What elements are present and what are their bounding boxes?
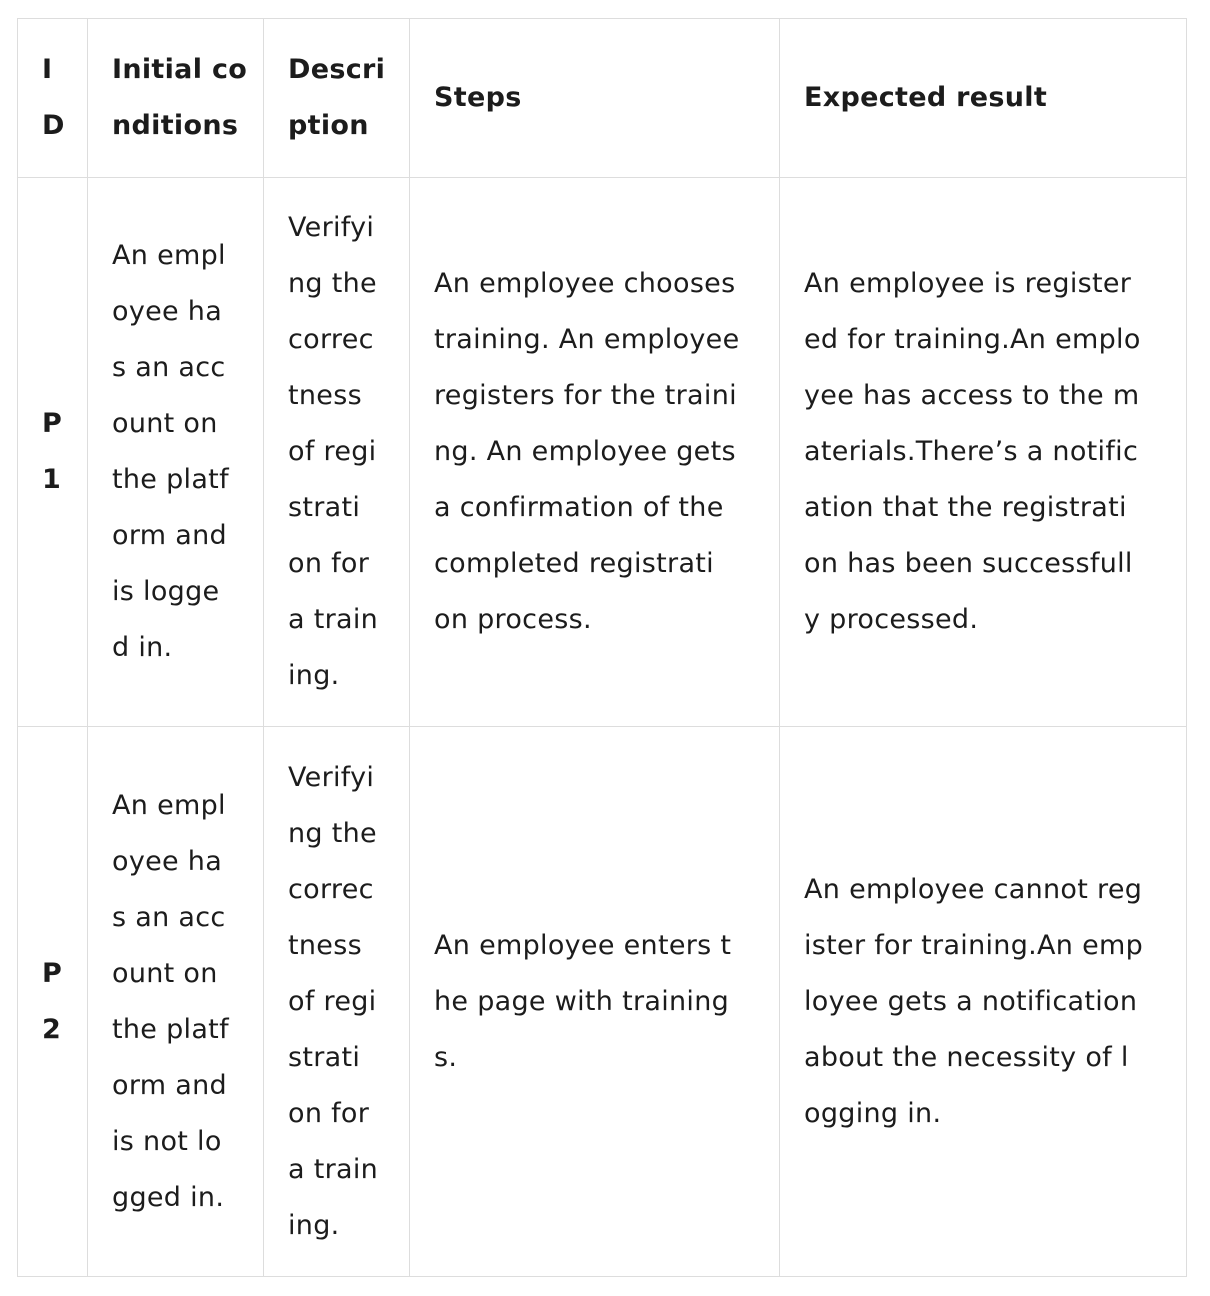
text-line: orm and	[112, 1069, 227, 1101]
text-line: Descri	[288, 54, 386, 85]
cell-steps	[410, 178, 780, 727]
text-line: ount on	[112, 408, 218, 439]
cell-id	[18, 727, 88, 1277]
text-line: ogging in.	[804, 1097, 942, 1129]
text-line: Verifyi	[288, 212, 375, 243]
cell-initial-conditions	[88, 727, 264, 1277]
text-line: the platf	[112, 464, 229, 495]
text-line: of regi	[288, 985, 377, 1017]
text-line: An empl	[112, 240, 226, 271]
text-line: is not lo	[112, 1125, 222, 1157]
text-line: ing.	[288, 660, 340, 691]
text-line: on has been successfull	[804, 548, 1133, 579]
text-line: the platf	[112, 1013, 229, 1045]
cell-expected-result	[780, 727, 1187, 1277]
text-line: oyee ha	[112, 845, 223, 877]
text-line: on for	[288, 1097, 370, 1129]
text-line: on for	[288, 548, 370, 579]
text-line: An employee chooses	[434, 268, 736, 299]
text-line: d in.	[112, 632, 173, 663]
text-line: Initial co	[112, 54, 248, 85]
text-line: ption	[288, 110, 369, 141]
cell-initial-conditions	[88, 178, 264, 727]
text-line: correc	[288, 324, 374, 355]
text-line: ed for training.An emplo	[804, 324, 1141, 355]
header-steps	[410, 19, 780, 178]
text-line: on process.	[434, 604, 592, 635]
text-line: loyee gets a notification	[804, 985, 1138, 1017]
text-line: Expected result	[804, 82, 1048, 113]
text-line: 2	[42, 1013, 62, 1045]
text-line: P	[42, 408, 63, 439]
text-line: he page with training	[434, 985, 730, 1017]
text-line: strati	[288, 492, 361, 523]
text-line: strati	[288, 1041, 361, 1073]
text-line: ation that the registrati	[804, 492, 1127, 523]
text-line: tness	[288, 380, 362, 411]
text-line: ister for training.An emp	[804, 929, 1144, 961]
text-line: correc	[288, 873, 374, 905]
header-id	[18, 19, 88, 178]
text-line: s an acc	[112, 901, 226, 933]
text-line: yee has access to the m	[804, 380, 1140, 411]
text-line: s.	[434, 1041, 458, 1073]
text-line: Steps	[434, 82, 522, 113]
text-line: orm and	[112, 520, 227, 551]
text-line: An employee cannot reg	[804, 873, 1143, 905]
table-row	[18, 727, 1187, 1277]
text-line: ng the	[288, 817, 377, 849]
text-line: registers for the traini	[434, 380, 737, 411]
text-line: I	[42, 54, 53, 85]
text-line: An employee enters t	[434, 929, 732, 961]
text-line: tness	[288, 929, 362, 961]
text-line: 1	[42, 464, 62, 495]
text-line: D	[42, 110, 65, 141]
text-line: ng. An employee gets	[434, 436, 736, 467]
table-row	[18, 178, 1187, 727]
text-line: a train	[288, 1153, 379, 1185]
text-line: a train	[288, 604, 379, 635]
text-line: ount on	[112, 957, 218, 989]
text-line: ing.	[288, 1209, 340, 1241]
text-line: is logge	[112, 576, 220, 607]
text-line: s an acc	[112, 352, 226, 383]
text-line: of regi	[288, 436, 377, 467]
text-line: y processed.	[804, 604, 979, 635]
text-line: completed registrati	[434, 548, 714, 579]
text-line: ng the	[288, 268, 377, 299]
cell-steps	[410, 727, 780, 1277]
header-expected-result	[780, 19, 1187, 178]
text-line: An empl	[112, 789, 226, 821]
cell-description	[264, 727, 410, 1277]
text-line: oyee ha	[112, 296, 223, 327]
text-line: gged in.	[112, 1181, 225, 1213]
text-line: nditions	[112, 110, 239, 141]
cell-expected-result	[780, 178, 1187, 727]
text-line: training. An employee	[434, 324, 740, 355]
text-line: P	[42, 957, 63, 989]
text-line: An employee is register	[804, 268, 1132, 299]
cell-description	[264, 178, 410, 727]
text-line: Verifyi	[288, 761, 375, 793]
header-initial-conditions	[88, 19, 264, 178]
header-description	[264, 19, 410, 178]
cell-id	[18, 178, 88, 727]
table-header-row	[18, 19, 1187, 178]
text-line: a confirmation of the	[434, 492, 724, 523]
test-case-table	[17, 18, 1187, 1277]
text-line: aterials.There’s a notific	[804, 436, 1139, 467]
text-line: about the necessity of l	[804, 1041, 1129, 1073]
